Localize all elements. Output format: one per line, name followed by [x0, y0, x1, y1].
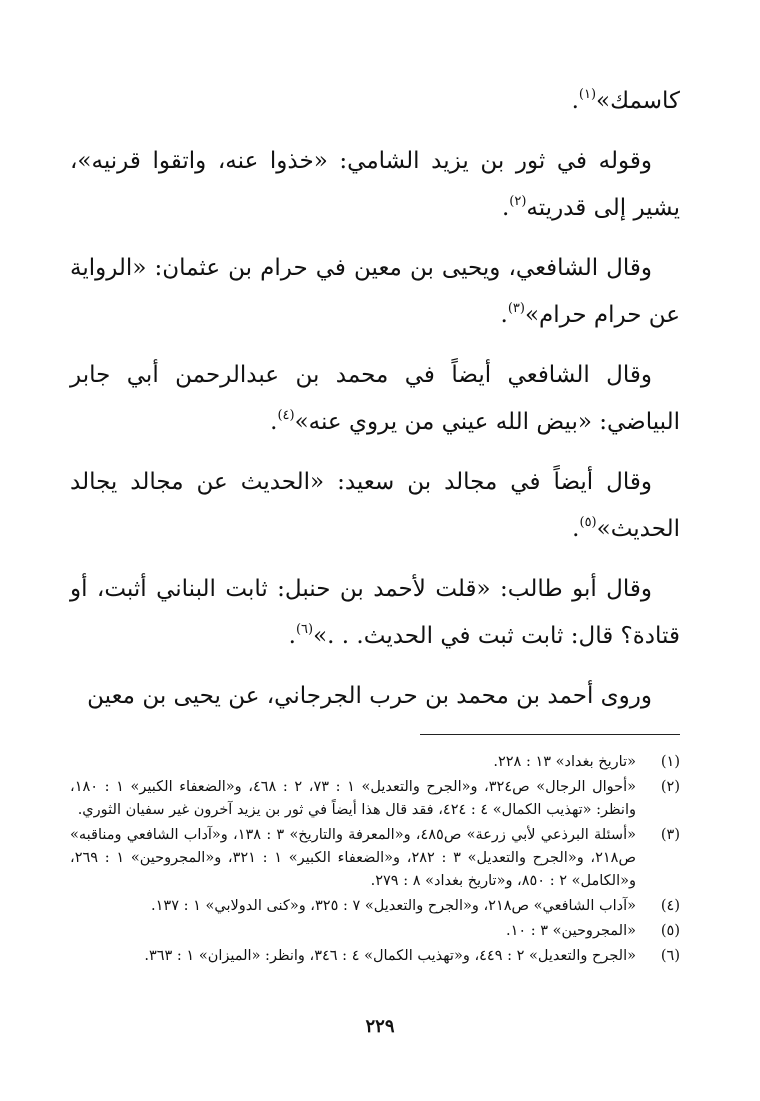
footnote-ref[interactable]: (٤) — [277, 408, 295, 423]
footnote-text: «تاريخ بغداد» ١٣ : ٢٢٨. — [493, 754, 636, 770]
paragraph-end: . — [270, 409, 278, 435]
footnote-divider — [420, 734, 680, 735]
paragraph-2 — [70, 138, 680, 232]
paragraph-text: وقال أبو طالب: «قلت لأحمد بن حنبل: ثابت البناني أثبت، أو قتادة؟ قال: ثابت ثبت في الحديث. . .» — [70, 576, 680, 649]
paragraph-text: وروى أحمد بن محمد بن حرب الجرجاني، عن يحيى بن معين — [87, 683, 652, 709]
paragraph-text: وقوله في ثور بن يزيد الشامي: «خذوا عنه، واتقوا قرنيه»، يشير إلى قدريته — [70, 148, 680, 221]
paragraph-1 — [70, 78, 680, 125]
paragraph-text: وقال أيضاً في مجالد بن سعيد: «الحديث عن مجالد يجالد الحديث» — [70, 469, 680, 542]
footnote-item — [70, 895, 680, 918]
footnote-item — [70, 824, 680, 893]
footnote-ref[interactable]: (٣) — [507, 301, 525, 316]
paragraph-end: . — [572, 516, 580, 542]
footnote-number: (٢) — [660, 779, 680, 795]
paragraph-3 — [70, 245, 680, 339]
footnote-text: «آداب الشافعي» ص٢١٨، و«الجرح والتعديل» ٧ : ٣٢٥، و«كنى الدولابي» ١ : ١٣٧. — [151, 898, 636, 914]
footnote-text: «أحوال الرجال» ص٣٢٤، و«الجرح والتعديل» ١ : ٧٣، ٢ : ٤٦٨، و«الضعفاء الكبير» ١ : ١٨٠، وانظر: «تهذيب الكمال» ٤ : ٤٢٤، فقد قال هذا أيضاً في ثور بن يزيد آخرون غير سفيان الثوري. — [70, 779, 636, 818]
paragraph-end: . — [571, 88, 579, 114]
footnote-item — [70, 751, 680, 774]
footnote-number: (٦) — [660, 948, 680, 964]
footnote-ref[interactable]: (٦) — [295, 622, 314, 637]
book-page — [70, 78, 680, 1101]
footnotes — [70, 751, 680, 968]
paragraph-text: كاسمك» — [596, 88, 680, 114]
paragraph-text: وقال الشافعي أيضاً في محمد بن عبدالرحمن أبي جابر البياضي: «بيض الله عيني من يروي عنه» — [70, 362, 680, 435]
page-number: ٢٢٩ — [365, 1016, 395, 1037]
paragraph-end: . — [288, 623, 296, 649]
footnote-item — [70, 945, 680, 968]
paragraph-7 — [70, 673, 680, 720]
paragraph-text: وقال الشافعي، ويحيى بن معين في حرام بن عثمان: «الرواية عن حرام حرام» — [70, 255, 680, 328]
footnote-text: «المجروحين» ٣ : ١٠. — [505, 923, 636, 939]
footnote-item — [70, 920, 680, 943]
main-text — [70, 78, 680, 720]
paragraph-4 — [70, 352, 680, 446]
footnote-ref[interactable]: (٥) — [579, 515, 597, 530]
paragraph-end: . — [500, 302, 508, 328]
footnote-number: (٣) — [660, 827, 680, 843]
paragraph-5 — [70, 459, 680, 553]
footnote-ref[interactable]: (٢) — [509, 194, 527, 209]
footnote-number: (١) — [660, 754, 680, 770]
footnote-text: «أسئلة البرذعي لأبي زرعة» ص٤٨٥، و«المعرفة والتاريخ» ٣ : ١٣٨، و«آداب الشافعي ومناقبه» ص٢١٨، و«الجرح والتعديل» ٣ : ٢٨٢، و«الضعفاء الكبير» ١ : ٣٢١، و«المجروحين» ١ : ٢٦٩، و«الكامل» ٢ : ٨٥٠، و«تاريخ بغداد» ٨ : ٢٧٩. — [70, 827, 636, 889]
footnote-number: (٤) — [660, 898, 680, 914]
footnote-item — [70, 776, 680, 822]
footnote-ref[interactable]: (١) — [578, 87, 597, 102]
paragraph-end: . — [501, 195, 510, 221]
footnote-text: «الجرح والتعديل» ٢ : ٤٤٩، و«تهذيب الكمال» ٤ : ٣٤٦، وانظر: «الميزان» ١ : ٣٦٣. — [144, 948, 636, 964]
footnote-number: (٥) — [660, 923, 680, 939]
paragraph-6 — [70, 566, 680, 660]
